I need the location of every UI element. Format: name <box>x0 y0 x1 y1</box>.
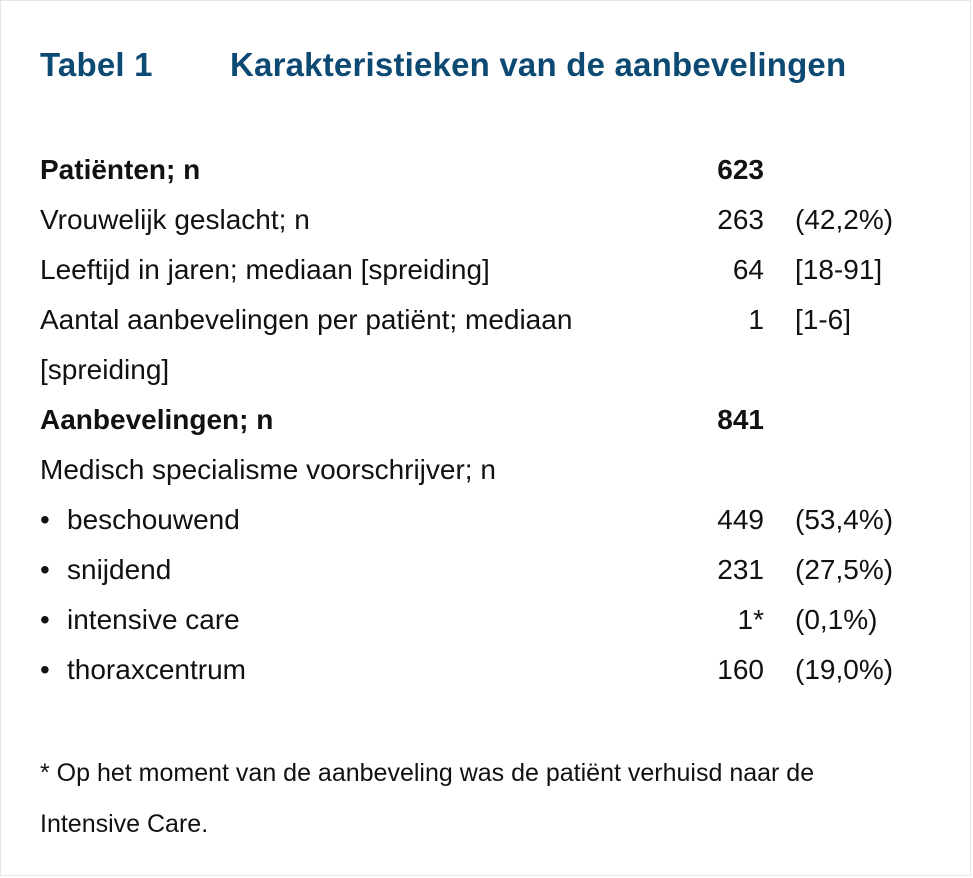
table-caption: Karakteristieken van de aanbevelingen <box>230 46 847 83</box>
table-row-continuation <box>40 345 940 395</box>
table-row-snijdend <box>40 545 940 595</box>
row-value: 231 <box>717 554 764 585</box>
bullet-icon: • <box>40 554 50 585</box>
row-label: Vrouwelijk geslacht; n <box>40 204 310 235</box>
table-row-intensive-care <box>40 595 940 645</box>
row-percentage: (42,2%) <box>795 204 894 235</box>
table-row-recommendations-per-patient <box>40 295 940 345</box>
row-label: Leeftijd in jaren; mediaan [spreiding] <box>40 254 490 285</box>
row-value: 841 <box>717 404 764 435</box>
bullet-icon: • <box>40 654 50 685</box>
row-value: 160 <box>717 654 764 685</box>
row-label: Patiënten; n <box>40 154 201 185</box>
table-row-beschouwend <box>40 495 940 545</box>
row-value: 1* <box>737 604 764 635</box>
row-label: Aanbevelingen; n <box>40 404 274 435</box>
row-percentage: (0,1%) <box>795 604 878 635</box>
row-percentage: (27,5%) <box>795 554 894 585</box>
row-range: [1-6] <box>795 304 852 335</box>
table-row-thoraxcentrum <box>40 645 940 695</box>
row-label <box>40 495 240 545</box>
row-value: 449 <box>717 504 764 535</box>
table-number: Tabel 1 <box>40 46 153 83</box>
table-row-age <box>40 245 940 295</box>
row-percentage: (19,0%) <box>795 654 894 685</box>
row-label-text: thoraxcentrum <box>67 654 246 685</box>
row-value: 623 <box>717 154 764 185</box>
table-footnote <box>40 748 940 850</box>
row-label-text: beschouwend <box>67 504 240 535</box>
row-label: Aantal aanbevelingen per patiënt; mediaan <box>40 304 573 335</box>
row-label: Medisch specialisme voorschrijver; n <box>40 454 496 485</box>
table-row-female <box>40 195 940 245</box>
characteristics-table <box>40 145 940 695</box>
row-label: [spreiding] <box>40 354 170 385</box>
row-label <box>40 545 171 595</box>
table-row-patients <box>40 145 940 195</box>
row-label-text: snijdend <box>67 554 172 585</box>
footnote-line: * Op het moment van de aanbeveling was de patiënt verhuisd naar de <box>40 759 815 787</box>
footnote-line: Intensive Care. <box>40 810 209 838</box>
row-value: 1 <box>748 304 764 335</box>
row-label <box>40 645 246 695</box>
row-value: 64 <box>732 254 764 285</box>
row-range: [18-91] <box>795 254 883 285</box>
row-label-text: intensive care <box>67 604 240 635</box>
row-value: 263 <box>717 204 764 235</box>
row-percentage: (53,4%) <box>795 504 894 535</box>
row-label <box>40 595 240 645</box>
bullet-icon: • <box>40 604 50 635</box>
table-row-specialism-header <box>40 445 940 495</box>
table-row-recommendations <box>40 395 940 445</box>
bullet-icon: • <box>40 504 50 535</box>
